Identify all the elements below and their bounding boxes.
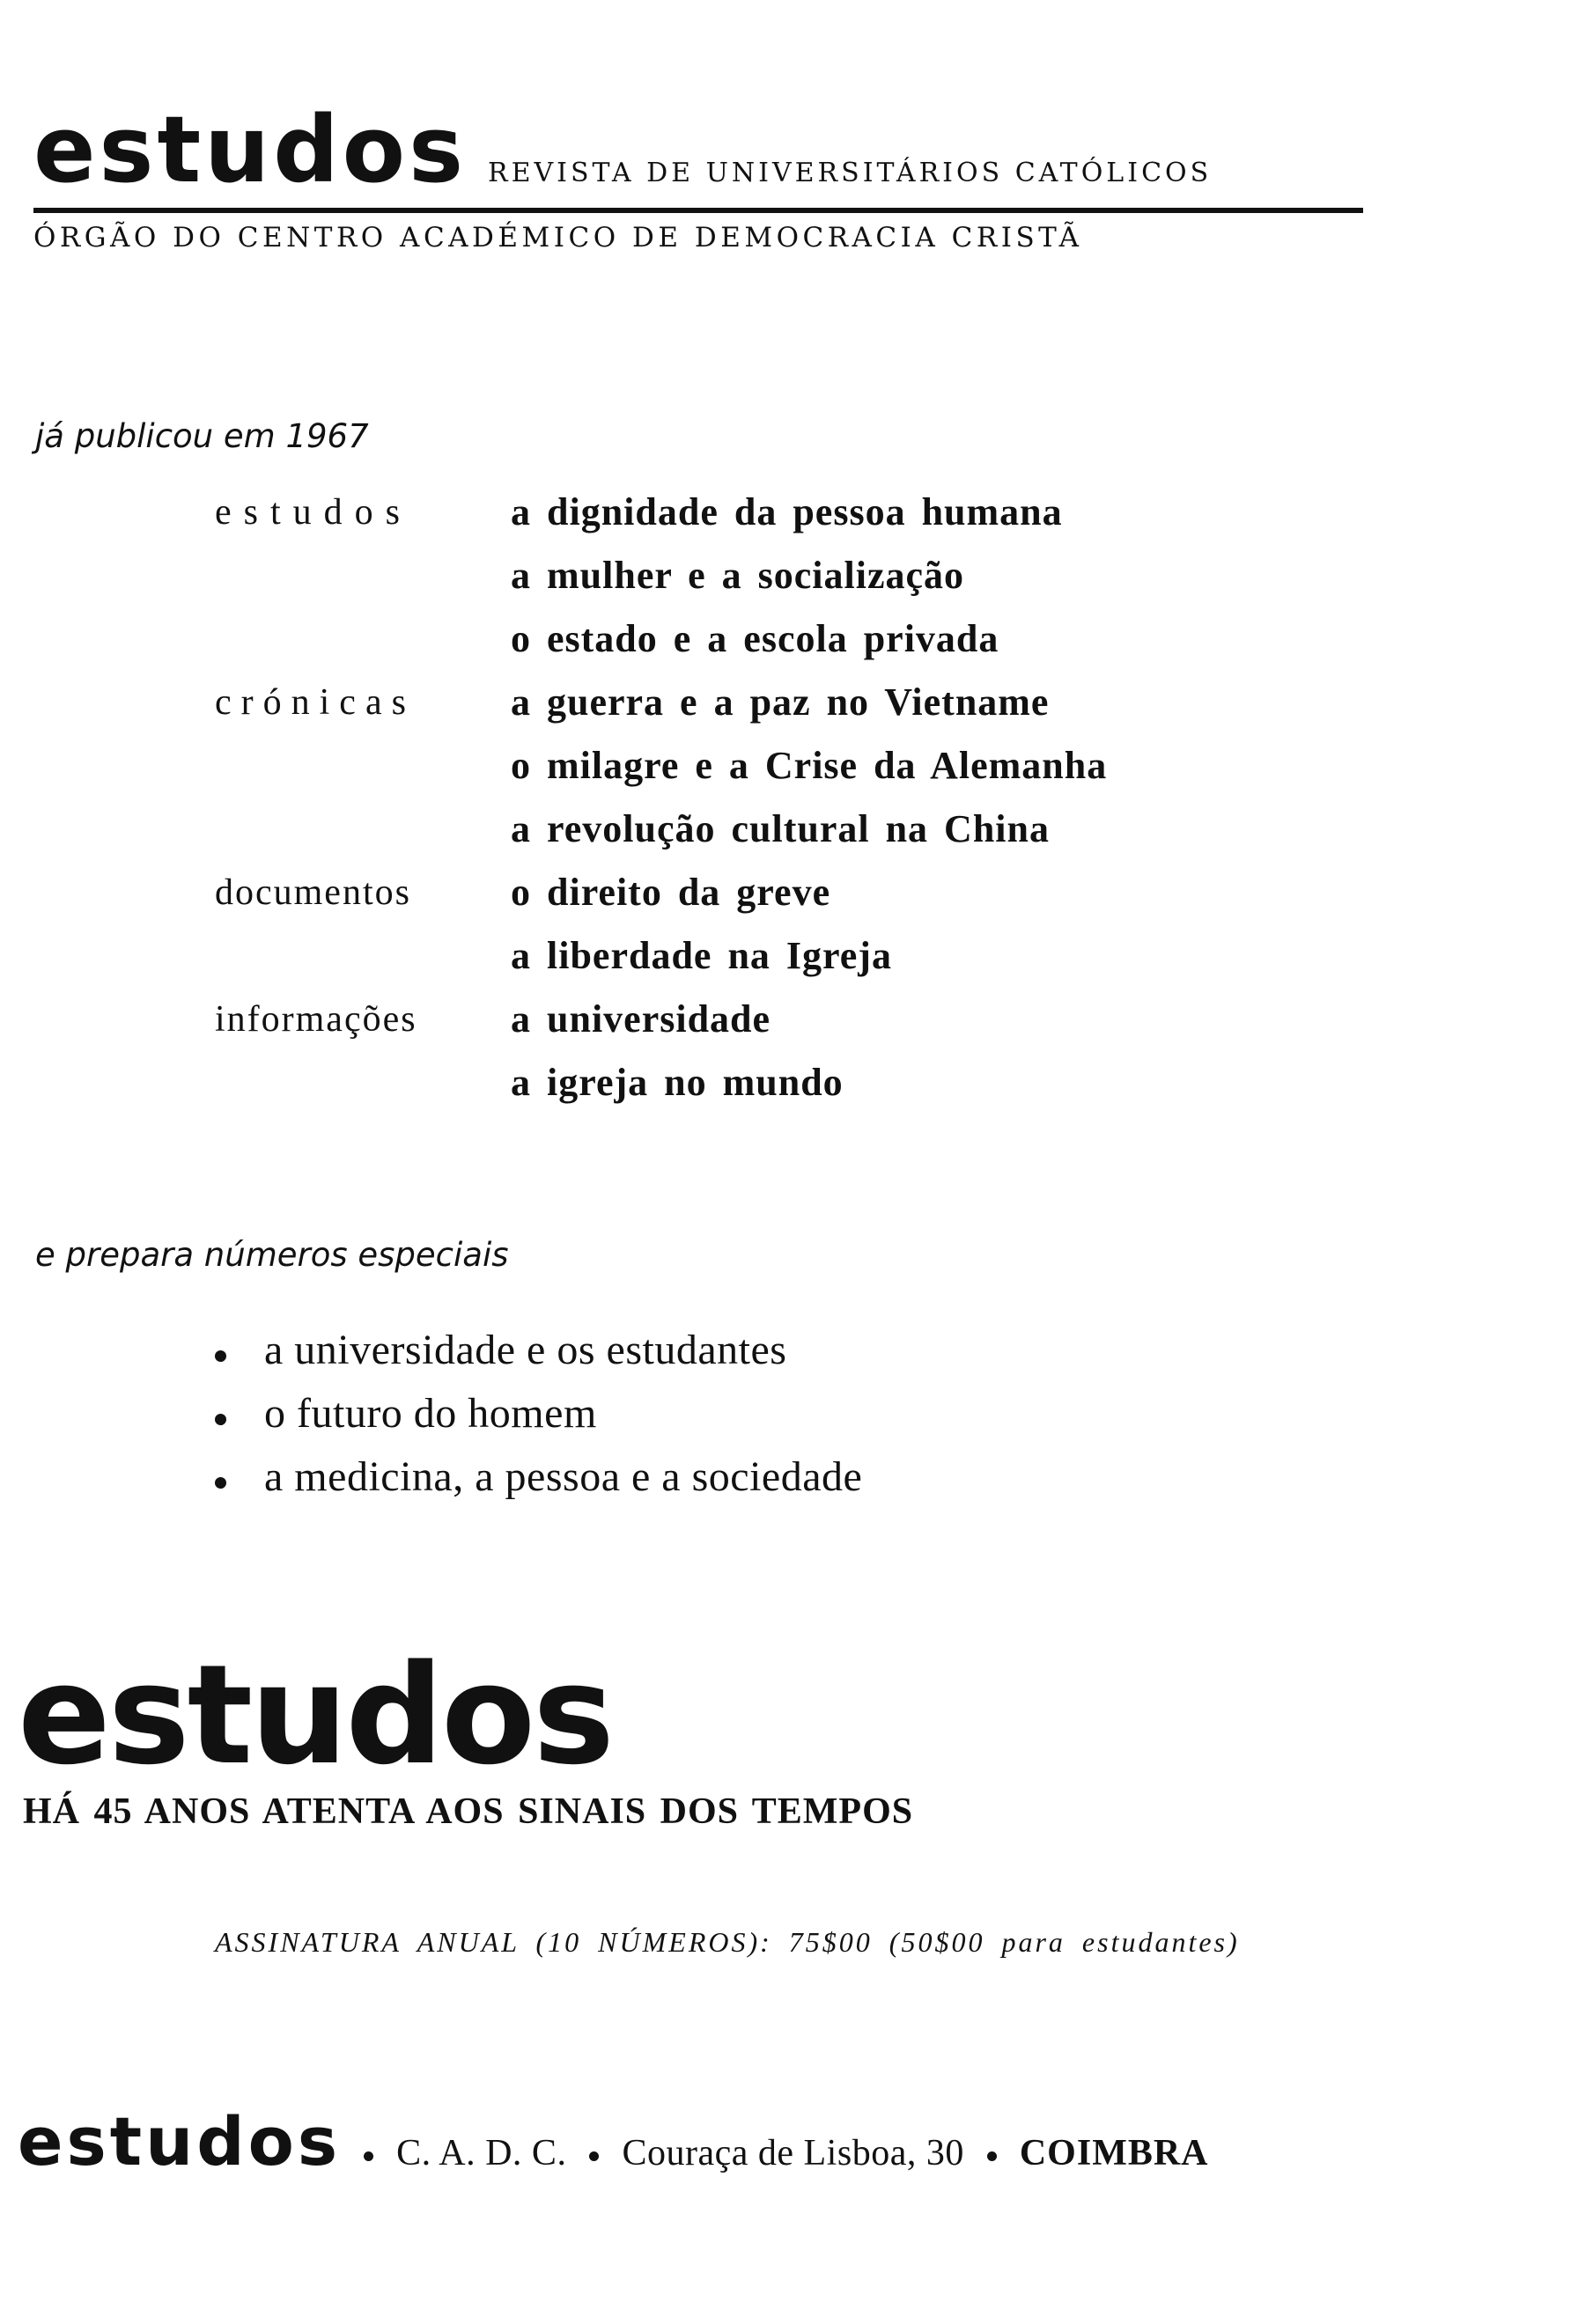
list-item — [0, 739, 1578, 803]
masthead-logo: estudos — [33, 96, 467, 203]
category-label: crónicas — [215, 682, 416, 723]
separator-dot-icon — [987, 2151, 997, 2161]
article-title: a guerra e a paz no Vietname — [511, 680, 1050, 724]
article-title: o estado e a escola privada — [511, 617, 999, 660]
list-item — [0, 676, 1578, 739]
list-item — [0, 486, 1578, 549]
list-item — [0, 549, 1578, 613]
promo-tagline: HÁ 45 ANOS ATENTA AOS SINAIS DOS TEMPOS — [23, 1791, 914, 1832]
list-item — [0, 1389, 1578, 1452]
article-title: a mulher e a socialização — [511, 554, 964, 597]
bullet-icon — [215, 1350, 226, 1362]
list-item — [0, 1326, 1578, 1389]
special-title: a medicina, a pessoa e a sociedade — [264, 1453, 863, 1500]
footer-address: Couraça de Lisboa, 30 — [622, 2133, 964, 2173]
subscription-price: ASSINATURA ANUAL (10 NÚMEROS): 75$00 (50$00 para estudantes) — [215, 1926, 1240, 1958]
masthead — [33, 96, 1363, 254]
category-label: informações — [215, 999, 417, 1040]
list-item — [0, 803, 1578, 866]
article-title: a universidade — [511, 997, 771, 1041]
list-item — [0, 613, 1578, 676]
article-title: o milagre e a Crise da Alemanha — [511, 744, 1108, 787]
footer-logo: estudos — [18, 2102, 342, 2181]
article-title: a liberdade na Igreja — [511, 934, 892, 977]
article-title: a igreja no mundo — [511, 1061, 844, 1104]
specials-heading: e prepara números especiais — [35, 1236, 509, 1274]
specials-list — [0, 1326, 1578, 1516]
list-item — [0, 866, 1578, 930]
separator-dot-icon — [589, 2151, 599, 2161]
promo-logo: estudos — [18, 1635, 612, 1795]
footer — [18, 2102, 1209, 2181]
masthead-subtitle: REVISTA DE UNIVERSITÁRIOS CATÓLICOS — [488, 158, 1213, 188]
list-item — [0, 993, 1578, 1056]
published-list — [0, 486, 1578, 1120]
footer-city: COIMBRA — [1019, 2133, 1209, 2173]
article-title: o direito da greve — [511, 871, 831, 914]
article-title: a revolução cultural na China — [511, 807, 1051, 850]
special-title: o futuro do homem — [264, 1390, 597, 1437]
masthead-organ: ÓRGÃO DO CENTRO ACADÉMICO DE DEMOCRACIA CRISTÃ — [33, 222, 1083, 254]
published-heading: já publicou em 1967 — [35, 417, 369, 455]
bullet-icon — [215, 1414, 226, 1425]
category-label: estudos — [215, 492, 412, 533]
bullet-icon — [215, 1477, 226, 1489]
article-title: a dignidade da pessoa humana — [511, 490, 1063, 533]
list-item — [0, 930, 1578, 993]
list-item — [0, 1452, 1578, 1516]
special-title: a universidade e os estudantes — [264, 1327, 787, 1373]
list-item — [0, 1056, 1578, 1120]
footer-org: C. A. D. C. — [396, 2133, 567, 2173]
masthead-rule — [33, 208, 1363, 213]
separator-dot-icon — [364, 2151, 373, 2161]
category-label: documentos — [215, 872, 411, 913]
